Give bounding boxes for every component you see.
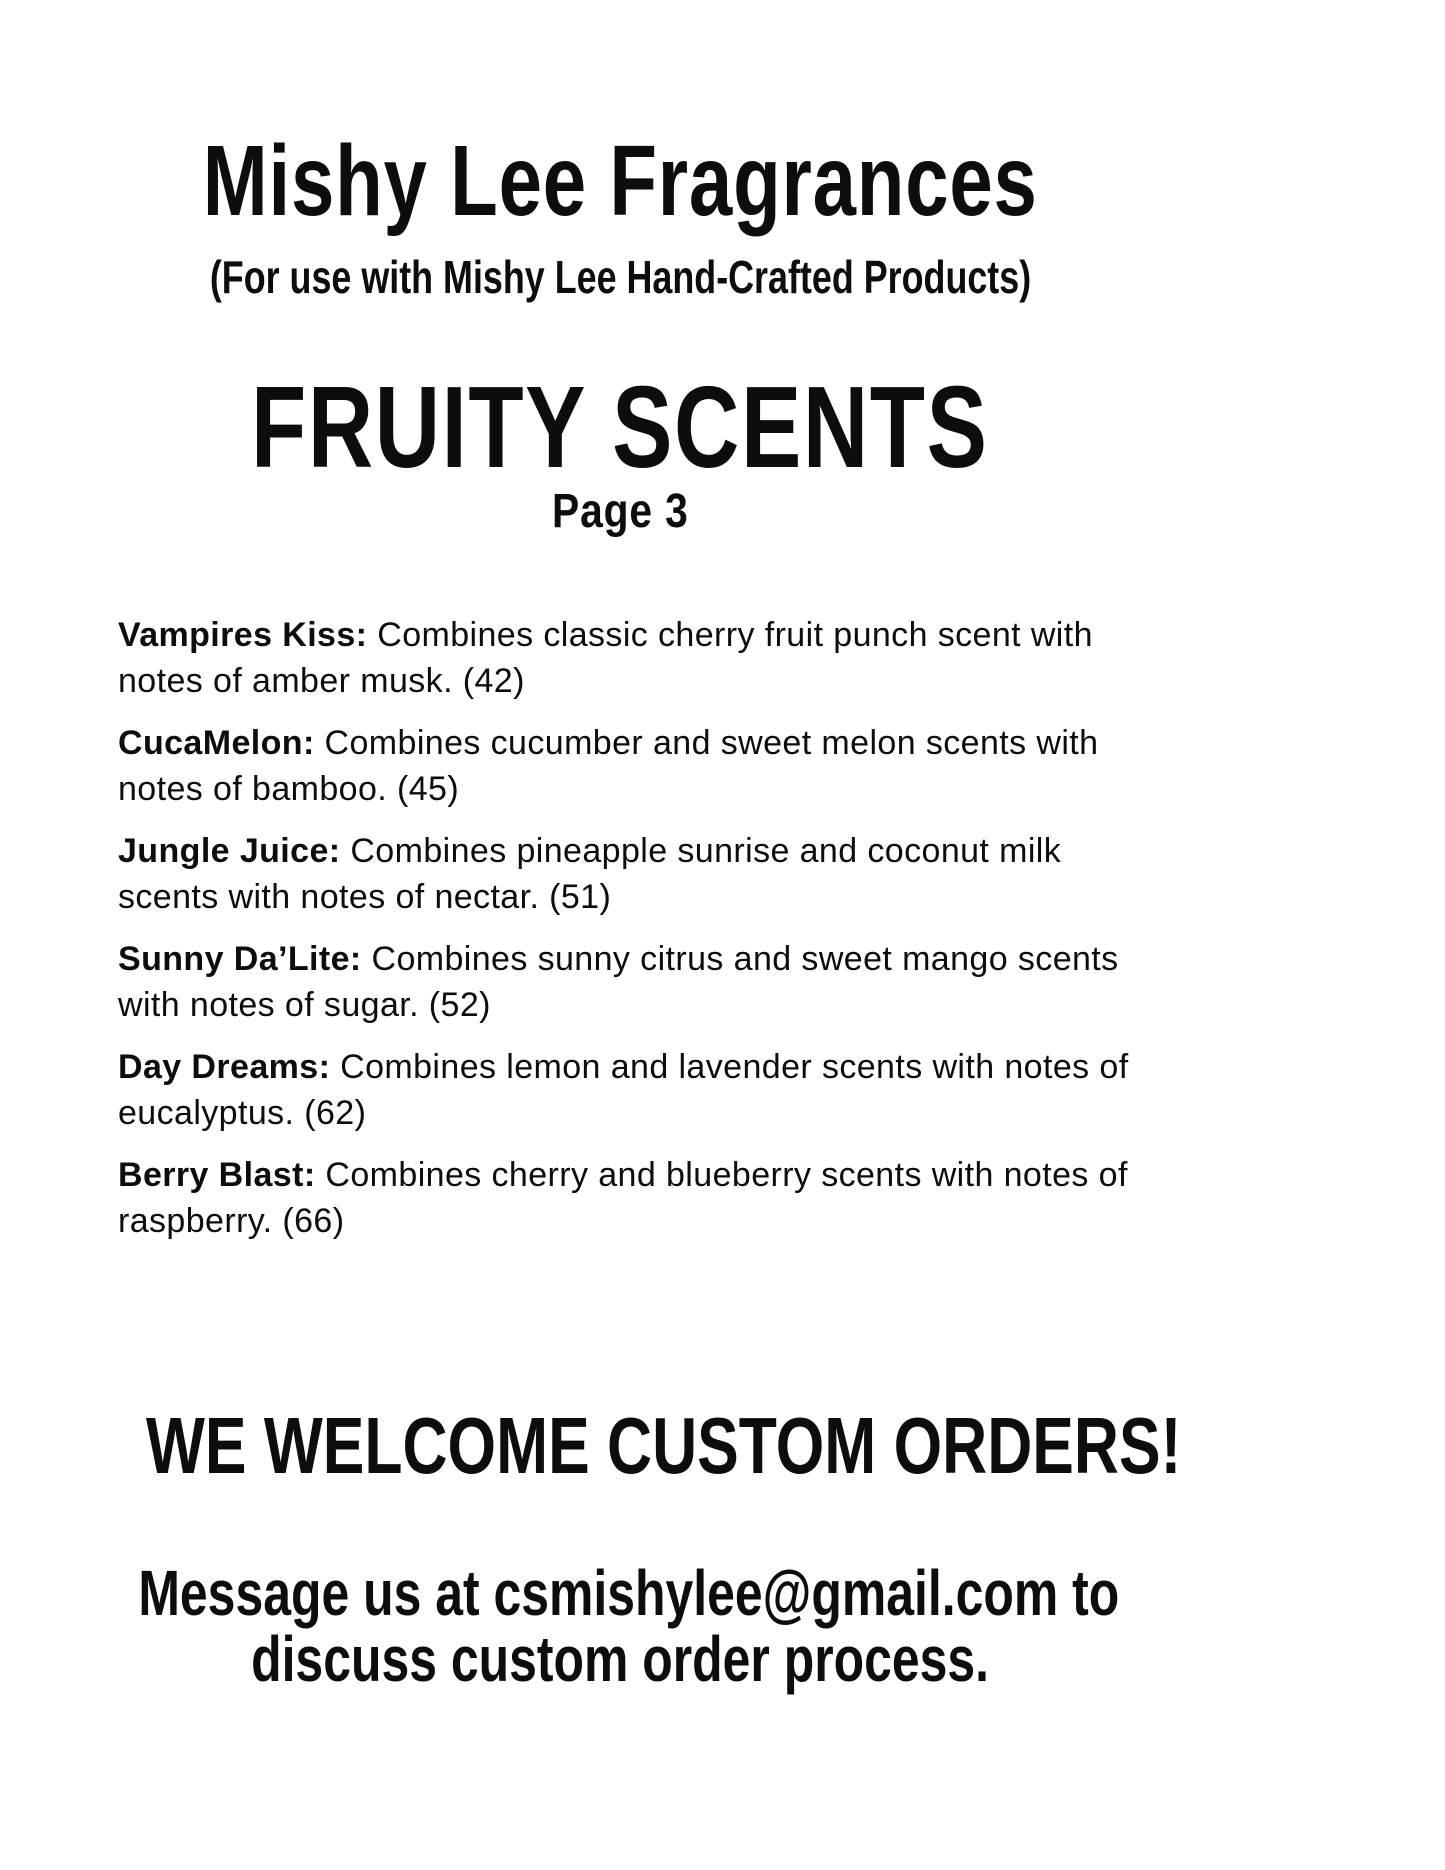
scent-entry — [118, 720, 1163, 812]
scent-description: Combines classic cherry fruit punch scent with notes of amber musk. (42) — [118, 616, 1093, 700]
page-number — [0, 486, 1240, 539]
scent-entry — [118, 612, 1163, 704]
contact-message-line-2 — [0, 1623, 1240, 1695]
page-title — [0, 126, 1240, 236]
contact-message-line-2-text: discuss custom order process. — [251, 1623, 989, 1695]
scent-name-separator: : — [302, 724, 325, 762]
scent-description: Combines lemon and lavender scents with notes of eucalyptus. (62) — [118, 1048, 1129, 1132]
scent-description: Combines sunny citrus and sweet mango scents with notes of sugar. (52) — [118, 940, 1119, 1024]
custom-orders-heading-text: WE WELCOME CUSTOM ORDERS! — [146, 1401, 1182, 1490]
scent-name: Jungle Juice — [118, 832, 329, 870]
page-title-text: Mishy Lee Fragrances — [202, 125, 1038, 237]
scent-name: Sunny Da’Lite — [118, 940, 350, 978]
scent-name-separator: : — [355, 616, 378, 654]
scent-name-separator: : — [318, 1048, 341, 1086]
custom-orders-heading — [0, 1402, 1240, 1490]
scent-entry — [118, 1044, 1163, 1136]
contact-message — [0, 1557, 1240, 1695]
scent-description: Combines cherry and blueberry scents with notes of raspberry. (66) — [118, 1156, 1128, 1240]
section-heading-text: FRUITY SCENTS — [251, 362, 989, 492]
page-subtitle — [0, 252, 1240, 303]
scent-name: Vampires Kiss — [118, 616, 356, 654]
scent-description: Combines cucumber and sweet melon scents with notes of bamboo. (45) — [118, 724, 1099, 808]
scent-description: Combines pineapple sunrise and coconut milk scents with notes of nectar. (51) — [118, 832, 1062, 916]
scent-name: Berry Blast — [118, 1156, 304, 1194]
scent-name: Day Dreams — [118, 1048, 319, 1086]
scent-entry — [118, 828, 1163, 920]
scent-name-separator: : — [303, 1156, 326, 1194]
scent-name: CucaMelon — [118, 724, 303, 762]
scent-list — [118, 612, 1163, 1260]
contact-message-line-1 — [0, 1557, 1240, 1629]
contact-message-line-1-text: Message us at csmishylee@gmail.com to — [138, 1557, 1120, 1629]
scent-entry — [118, 1152, 1163, 1244]
scent-entry — [118, 936, 1163, 1028]
section-heading — [0, 364, 1240, 492]
scent-name-separator: : — [328, 832, 351, 870]
page-subtitle-text: (For use with Mishy Lee Hand-Crafted Products) — [209, 251, 1031, 303]
page-number-text: Page 3 — [551, 485, 689, 538]
scent-name-separator: : — [349, 940, 372, 978]
